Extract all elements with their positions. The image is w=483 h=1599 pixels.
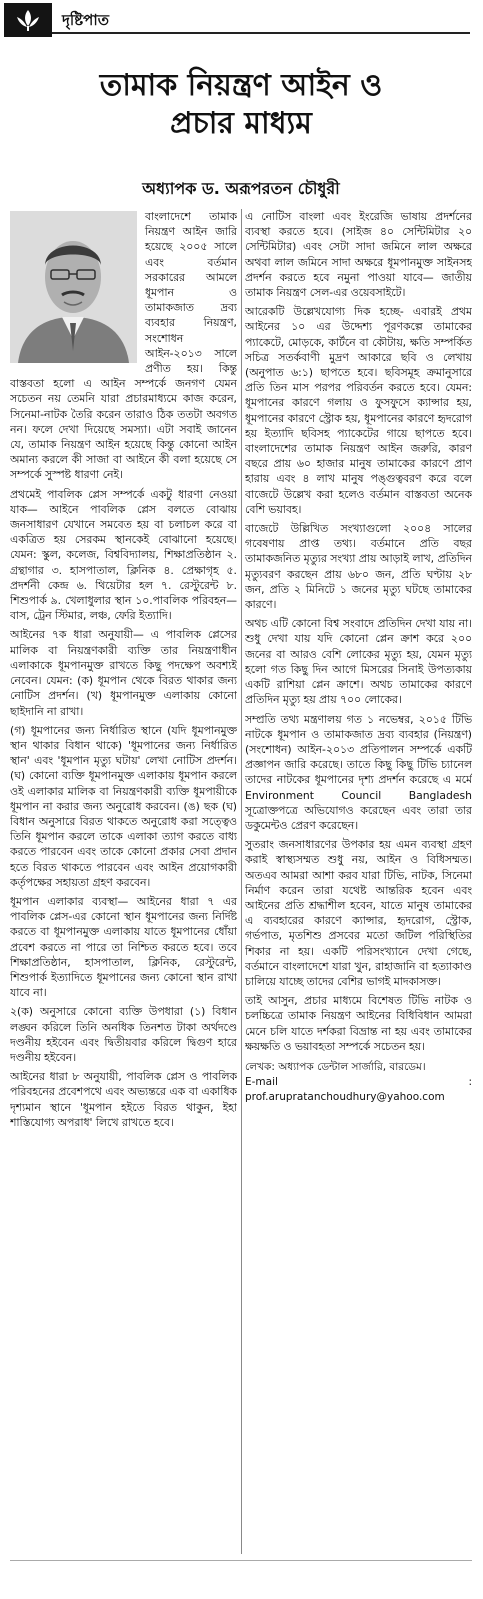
left-paragraph-4: (গ) ধূমপানের জন্য নির্ধারিত স্থানে (যদি ধূমপানমুক্ত স্থান থাকার বিধান থাকে) 'ধূমপানের জন্য নির্ধারিত স্থান' এবং 'ধূমপান মৃত্যু ঘটায়' লেখা নোটিস প্রদর্শন। (ঘ) কোনো ব্যক্তি ধূমপানমুক্ত এলাকায় ধূমপান করলে ওই এলাকার মালিক বা নিয়ন্ত্রণকারী ব্যক্তি ধূমপায়ীকে ধূমপান না করার জন্য অনুরোধ করবেন। (ঙ) ছক (ঘ) বিধান অনুসারে বিরত থাকতে অনুরোধ করা সত্ত্বেও তিনি ধূমপান করলে তাকে এলাকা ত্যাগ করতে বাধ্য করতে পারবেন এবং তাকে কোনো প্রকার সেবা প্রদান হতে বিরত থাকতে পারবেন এবং আইন প্রয়োগকারী কর্তৃপক্ষের সহায়তা গ্রহণ করবেন। [10, 723, 237, 889]
headline [10, 67, 472, 143]
right-paragraph-1: এ নোটিস বাংলা এবং ইংরেজি ভাষায় প্রদর্শনের ব্যবস্থা করতে হবে। (সাইজ ৪০ সেন্টিমিটার ২০ সেন্টিমিটার) এবং সেটা সাদা জমিনে লাল অক্ষরে অথবা লাল জমিনে সাদা অক্ষরে ধূমপানমুক্ত সাইনসহ প্রদর্শন করতে হবে নমুনা পাওয়া যাবে— জাতীয় তামাক নিয়ন্ত্রণ সেল-এর ওয়েবসাইটে। [245, 210, 472, 300]
right-paragraph-7: তাই আসুন, প্রচার মাধ্যমে বিশেষত টিভি নাটক ও চলচ্চিত্রে তামাক নিয়ন্ত্রণ আইনের বিধিবিধান আমরা মেনে চলি যাতে দর্শকরা বিভ্রান্ত না হয় এবং তামাকের ক্ষয়ক্ষতি ও ভয়াবহতা সম্পর্কে সচেতন হয়। [245, 994, 472, 1053]
left-paragraph-3: আইনের ৭ক ধারা অনুযায়ী— এ পাবলিক প্লেসের মালিক বা নিয়ন্ত্রণকারী ব্যক্তি তার নিয়ন্ত্রণাধীন এলাকাকে ধূমপানমুক্ত রাখতে কিছু পদক্ষেপ অবশ্যই নেবেন। যেমন: (ক) ধূমপান থেকে বিরত থাকার জন্য নোটিস প্রদর্শন। (খ) ধূমপানমুক্ত এলাকায় কোনো ছাইদানি না রাখা। [10, 628, 237, 718]
left-paragraph-5: ধূমপান এলাকার ব্যবস্থা— আইনের ধারা ৭ এর পাবলিক প্লেস-এর কোনো স্থান ধূমপানের জন্য নির্দিষ্ট করতে বা ধূমপানমুক্ত এলাকায় যাতে ধূমপানের ধোঁয়া প্রবেশ করতে না পারে তা নিশ্চিত করতে হবে। তবে শিক্ষাপ্রতিষ্ঠান, হাসপাতাল, ক্লিনিক, রেস্টুরেন্ট, শিশুপার্ক ইত্যাদিতে ধূমপানের জন্য কোনো স্থান রাখা যাবে না। [10, 894, 237, 1000]
author-photo [10, 211, 137, 363]
writer-credit: লেখক: অধ্যাপক ডেন্টাল সার্জারি, বারডেম। [245, 1060, 426, 1073]
right-paragraph-3: বাজেটে উল্লিখিত সংখ্যাগুলো ২০০৪ সালের গবেষণায় প্রাপ্ত তথ্য। বর্তমানে প্রতি বছর তামাকজনিত মৃত্যুর সংখ্যা প্রায় আড়াই লাখ, প্রতিদিন মৃত্যুবরণ করছেন প্রায় ৬৮০ জন, প্রতি ঘণ্টায় ২৮ জন, প্রতি ২ মিনিটে ১ জনের মৃত্যু ঘটছে তামাকের কারণে। [245, 522, 472, 612]
right-paragraph-6: সুতরাং জনসাধারণের উপকার হয় এমন ব্যবস্থা গ্রহণ করাই স্বাস্থ্যসম্মত শুধু নয়, আইন ও বিধিসম্মত। অতএব আমরা আশা করব যারা টিভি, নাটক, সিনেমা নির্মাণ করেন তারা যথেষ্ট আন্তরিক হবেন এবং আইনের প্রতি শ্রদ্ধাশীল হবেন, যাতে মানুষ তামাকের এ ব্যবহারের কারণে ক্যান্সার, হৃদরোগ, স্ট্রোক, গর্ভপাত, মৃতশিশু প্রসবের মতো জটিল পরিস্থিতির শিকার না হয়। একটি পরিসংখ্যানে দেখা গেছে, বর্তমানে বাংলাদেশে যারা খুন, রাহাজানি বা হত্যাকাণ্ড চালিয়ে যাচ্ছে তাদের বেশির ভাগই মাদকাসক্ত। [245, 838, 472, 988]
right-paragraph-4: অথচ এটি কোনো বিশ্ব সংবাদে প্রতিদিন দেখা যায় না। শুধু দেখা যায় যদি কোনো প্লেন ক্রাশ করে ২০০ জনের বা আরও বেশি লোকের মৃত্যু হয়, যেমন মৃত্যু হলো গত কিছু দিন আগে মিসরের সিনাই উপত্যকায় একটি রাশিয়া প্লেন ক্রাশে। অথচ তামাকের কারণে প্রতিদিন মৃত্যু হয় প্রায় ৭০০ লোকের। [245, 617, 472, 707]
left-paragraph-1: বাংলাদেশে তামাক নিয়ন্ত্রণ আইন জারি হয়েছে ২০০৫ সালে এবং বর্তমান সরকারের আমলে ধূমপান ও তামাকজাত দ্রব্য ব্যবহার নিয়ন্ত্রণ, সংশোধন আইন-২০১৩ সালে প্রণীত হয়। কিন্তু বাস্তবতা হলো এ আইন সম্পর্কে জনগণ যেমন সচেতন নয় তেমনি যারা প্রচারমাধ্যমে কাজ করেন, সিনেমা-নাটক তৈরি করেন তারাও ঠিক ততটা অবগত নন। ফলে দেখা দিয়েছে সমস্যা। এটা সবাই জানেন যে, তামাক নিয়ন্ত্রণ আইন হয়েছে কিন্তু কোনো আইন অমান্য করলে কী সাজা বা আইনে কী বলা হয়েছে সে সম্পর্কে সুস্পষ্ট ধারণা নেই। [10, 210, 237, 482]
section-label: দৃষ্টিপাত [62, 11, 109, 29]
left-column [10, 209, 237, 1554]
bottom-rule [10, 1560, 472, 1561]
left-paragraph-6: ২(ক) অনুসারে কোনো ব্যক্তি উপধারা (১) বিধান লঙ্ঘন করিলে তিনি অনধিক তিনশত টাকা অর্থদণ্ডে দণ্ডনীয় হইবেন এবং দ্বিতীয়বার করিলে দ্বিগুণ হারে দণ্ডনীয় হইবেন। [10, 1005, 237, 1064]
right-column [245, 209, 472, 1554]
left-paragraph-2: প্রথমেই পাবলিক প্লেস সম্পর্কে একটু ধারণা নেওয়া যাক— আইনে পাবলিক প্লেস বলতে বোঝায় জনসাধারণ যেখানে সমবেত হয় বা চলাচল করে বা একত্রিত হয় সেরকম স্থানকেই বোঝানো হয়েছে। যেমন: স্কুল, কলেজ, বিশ্ববিদ্যালয়, শিক্ষাপ্রতিষ্ঠান ২. গ্রন্থাগার ৩. হাসপাতাল, ক্লিনিক ৪. প্রেক্ষাগৃহ ৫. প্রদর্শনী কেন্দ্র ৬. থিয়েটার হল ৭. রেস্টুরেন্ট ৮. শিশুপার্ক ৯. খেলাধুলার স্থান ১০.পাবলিক পরিবহন— বাস, ট্রেন স্টিমার, লঞ্চ, ফেরি ইত্যাদি। [10, 487, 237, 623]
column-divider [241, 209, 242, 1554]
right-paragraph-2: আরেকটি উল্লেখযোগ্য দিক হচ্ছে- এবারই প্রথম আইনের ১০ এর উদ্দেশ্য পূরণকল্পে তামাকের প্যাকেটে, মোড়কে, কার্টনে বা কৌটায়, ক্ষতি সম্পর্কিত সচিত্র সতর্কবাণী মুদ্রণ আকারে ছবি ও লেখায় (অনুপাত ৬:১) ছাপতে হবে। ছবিসমূহ ক্রমানুসারে প্রতি তিন মাস পরপর পরিবর্তন করতে হবে। যেমন: ধূমপানের কারণে গলায় ও ফুসফুসে ক্যান্সার হয়, ধূমপানের কারণে স্ট্রোক হয়, ধূমপানের কারণে হৃদরোগ হয় ইত্যাদি ছবিসহ প্যাকেটের গায়ে ছাপতে হবে। বাংলাদেশের তামাক নিয়ন্ত্রণ আইন জরুরি, কারণ বছরে প্রায় ৬০ হাজার মানুষ তামাকের কারণে প্রাণ হারায় এবং ৪ লাখ মানুষ পঙ্গুত্ববরণ করে বলে বাজেটে উল্লেখ করা হলেও বর্তমান বাস্তবতা অনেক বেশি ভয়াবহ। [245, 305, 472, 516]
left-paragraph-7: আইনের ধারা ৮ অনুযায়ী, পাবলিক প্লেস ও পাবলিক পরিবহনের প্রবেশপথে এবং অভ্যন্তরে এক বা একাধিক দৃশ্যমান স্থানে 'ধূমপান হইতে বিরত থাকুন, ইহা শাস্তিযোগ্য অপরাধ' লিখে রাখতে হবে। [10, 1070, 237, 1129]
author-email: E-mail : prof.arupratanchoudhury@yahoo.com [245, 1076, 472, 1104]
header-rule [52, 32, 470, 34]
article-body [10, 209, 472, 1554]
right-paragraph-5: সম্প্রতি তথ্য মন্ত্রণালয় গত ১ নভেম্বর, ২০১৫ টিভি নাটকে ধূমপান ও তামাকজাত দ্রব্য ব্যবহার (নিয়ন্ত্রণ) (সংশোধন) আইন-২০১৩ প্রতিপালন সম্পর্কে একটি প্রজ্ঞাপন জারি করেছে। তাতে কিছু কিছু টিভি চ্যানেল তাদের নাটকের ধূমপানের দৃশ্য প্রদর্শন করেছে এ মর্মে Environment Council Bangladesh সূত্রোক্তপত্রে অভিযোগও করেছেন এবং তারা তার ডকুমেন্টও প্রেরণ করেছেন। [245, 712, 472, 832]
headline-line-2: প্রচার মাধ্যম [170, 106, 312, 141]
headline-line-1: তামাক নিয়ন্ত্রণ আইন ও [99, 68, 383, 103]
byline: অধ্যাপক ড. অরূপরতন চৌধুরী [142, 179, 340, 198]
leaf-emblem-icon [4, 3, 52, 37]
